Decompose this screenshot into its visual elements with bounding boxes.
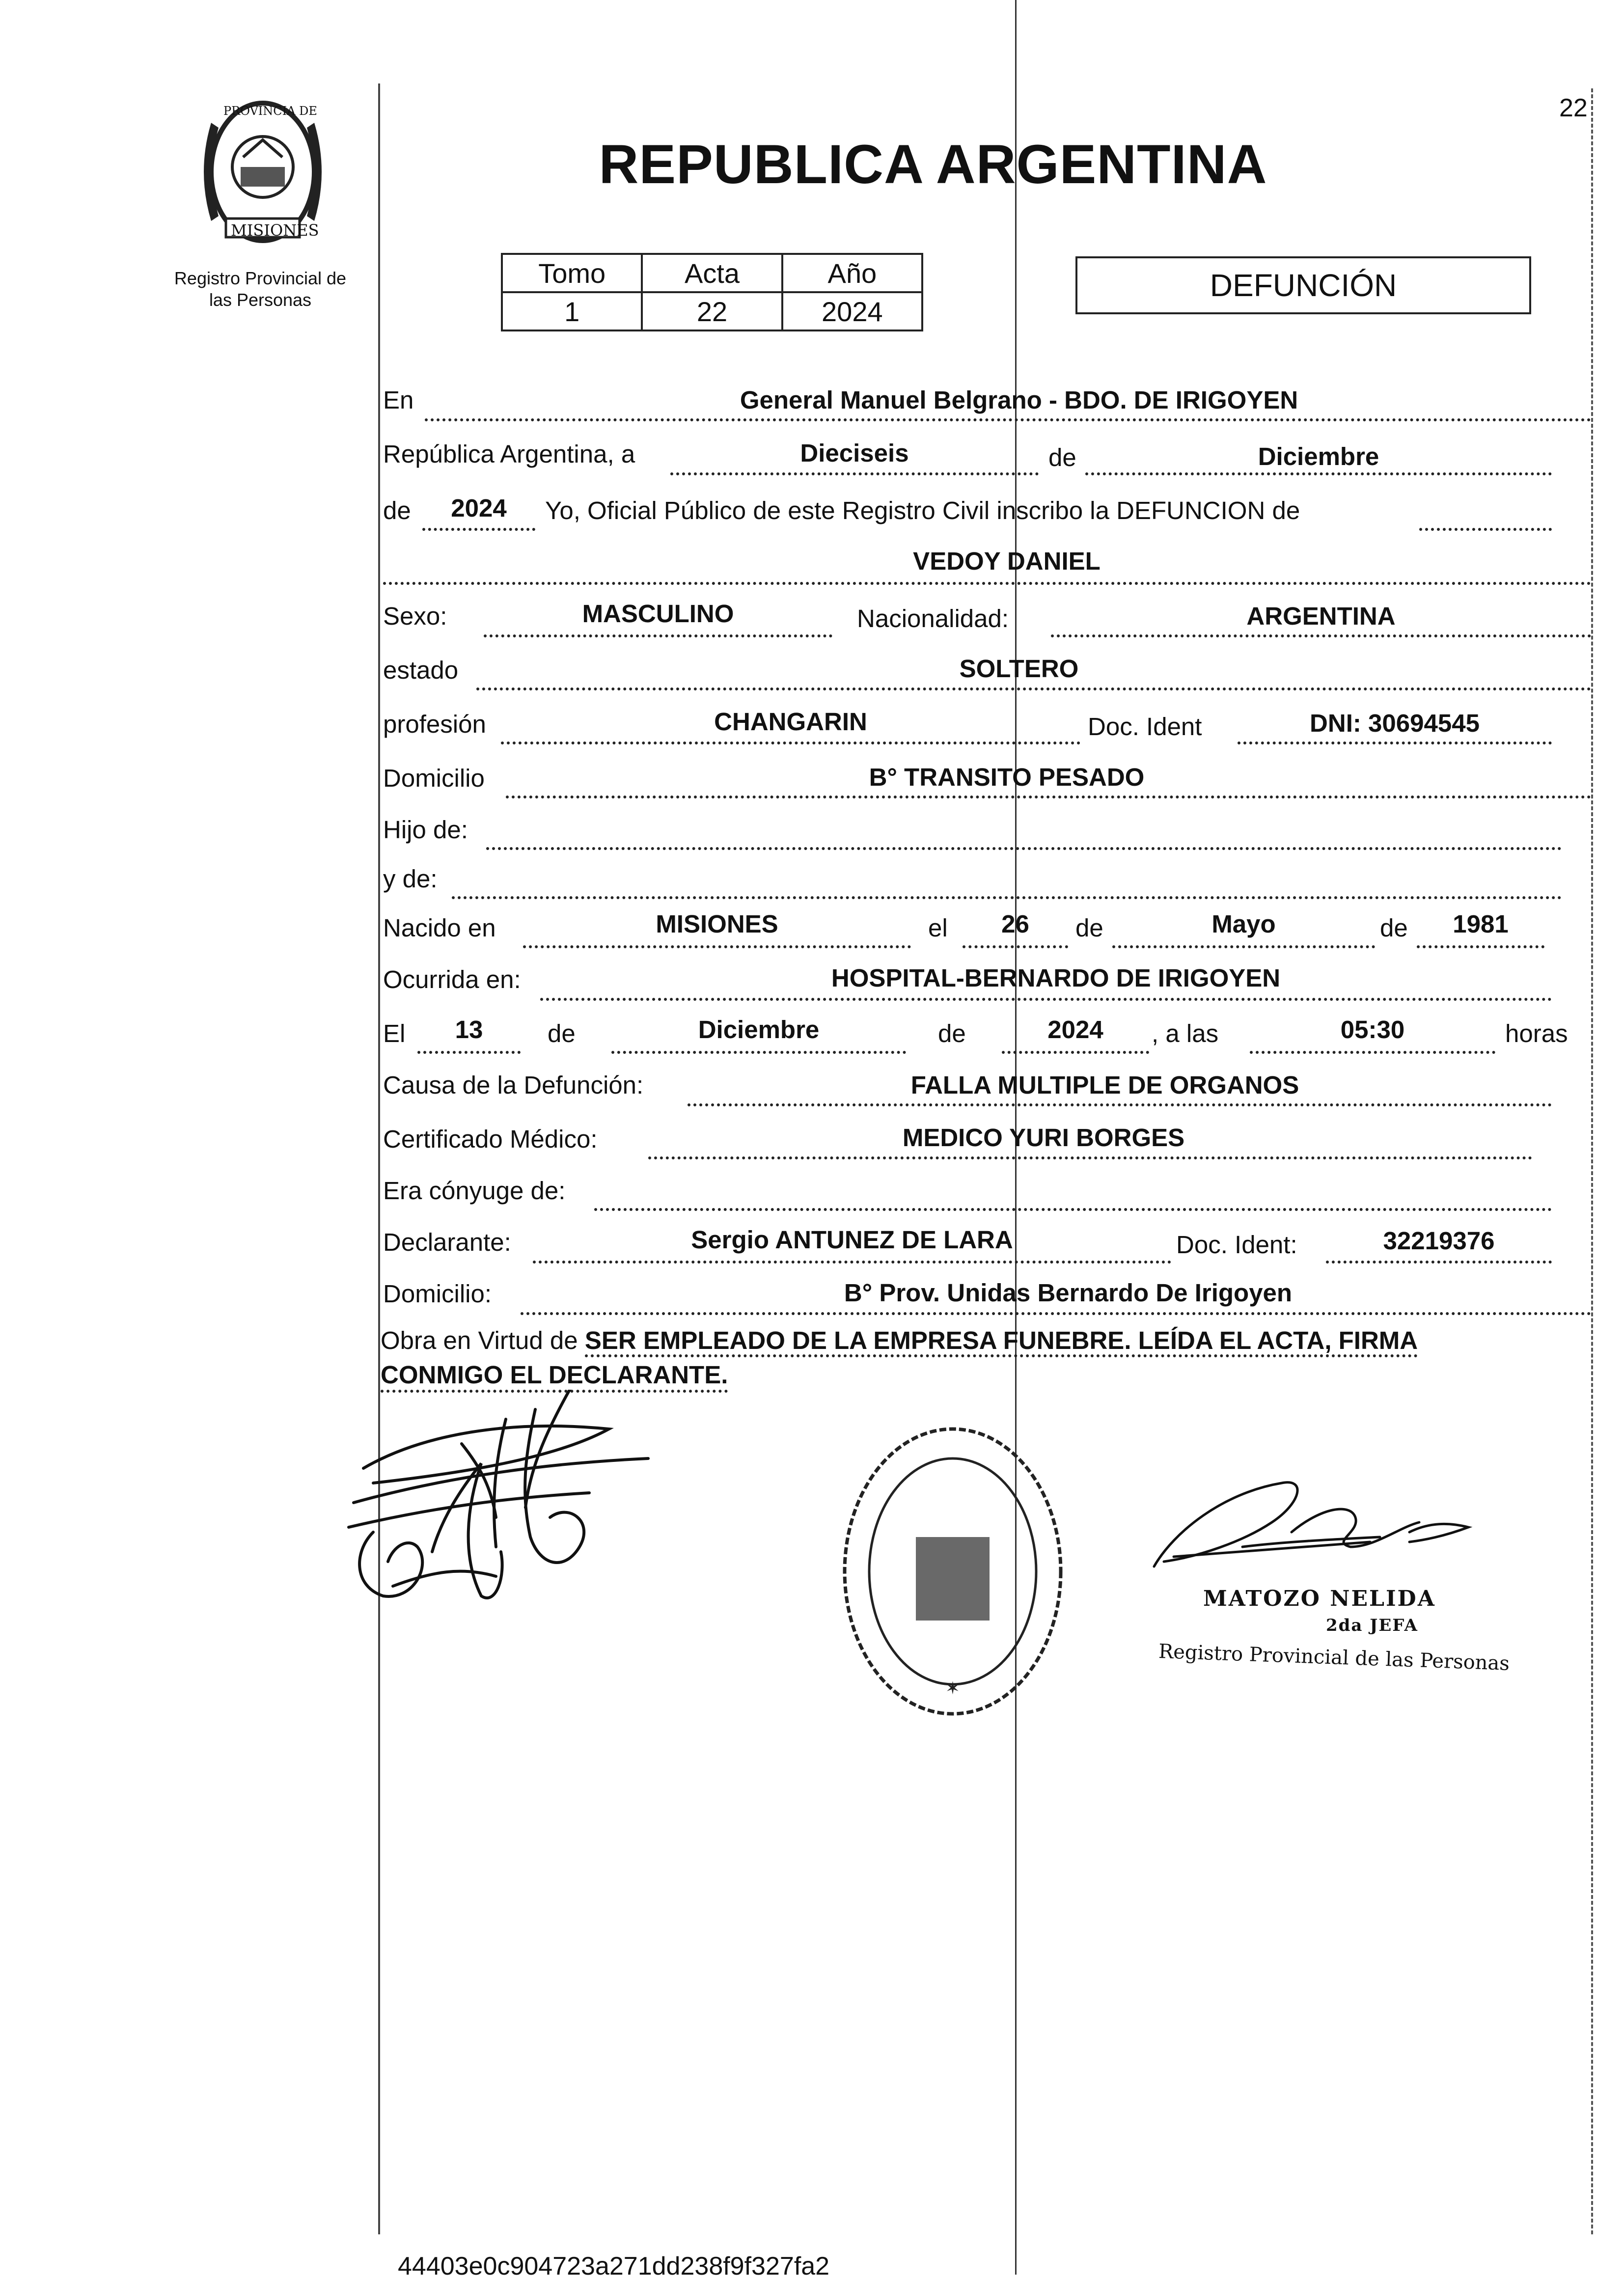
- dotline-dia-inscripcion: [670, 472, 1039, 475]
- record-type-box: DEFUNCIÓN: [1075, 256, 1531, 314]
- dotline-nacido-mes: [1112, 945, 1375, 948]
- stamp-role: 2da JEFA: [1326, 1616, 1418, 1635]
- field-documento: DNI: 30694545: [1310, 709, 1480, 737]
- label-causa: Causa de la Defunción:: [383, 1071, 644, 1099]
- dotline-profesion: [501, 742, 1080, 744]
- dotline-nacido-en: [523, 945, 911, 948]
- record-table-header: [502, 254, 922, 292]
- label-y-de: y de:: [383, 865, 438, 893]
- stamp-org: Registro Provincial de las Personas: [1158, 1640, 1510, 1675]
- label-yo-oficial: Yo, Oficial Público de este Registro Civil inscribo la DEFUNCION de: [545, 496, 1300, 524]
- field-obra-line1: SER EMPLEADO DE LA EMPRESA FUNEBRE. LEÍDA EL ACTA, FIRMA: [585, 1326, 1418, 1357]
- dotline-y-de: [452, 896, 1562, 899]
- field-domicilio: B° TRANSITO PESADO: [869, 763, 1145, 791]
- dotline-anio-inscripcion: [422, 528, 535, 531]
- field-anio-inscripcion: 2024: [451, 494, 507, 522]
- record-header-tomo: Tomo: [502, 254, 642, 292]
- label-profesion: profesión: [383, 710, 486, 738]
- registry-caption-line1: Registro Provincial de: [174, 268, 347, 288]
- label-nacido-en: Nacido en: [383, 914, 496, 942]
- field-profesion: CHANGARIN: [714, 708, 867, 736]
- field-nacido-en: MISIONES: [656, 910, 778, 938]
- record-header-acta: Acta: [642, 254, 782, 292]
- field-sexo: MASCULINO: [582, 600, 734, 628]
- label-estado: estado: [383, 656, 459, 684]
- dotline-declarante-doc: [1326, 1261, 1552, 1264]
- label-hijo-de: Hijo de:: [383, 816, 468, 844]
- record-value-acta: 22: [642, 292, 782, 330]
- field-nacionalidad: ARGENTINA: [1246, 602, 1396, 630]
- label-de-2: de: [383, 496, 411, 524]
- field-declarante: Sergio ANTUNEZ DE LARA: [691, 1226, 1013, 1254]
- label-conyuge: Era cónyuge de:: [383, 1177, 566, 1205]
- dotline-hijo-de: [486, 847, 1562, 850]
- field-dia-inscripcion: Dieciseis: [800, 439, 909, 467]
- field-nacido-anio: 1981: [1453, 910, 1509, 938]
- field-ocurrida-en: HOSPITAL-BERNARDO DE IRIGOYEN: [831, 964, 1281, 992]
- dotline-causa: [688, 1103, 1552, 1106]
- label-declarante: Declarante:: [383, 1228, 511, 1256]
- field-obra-line2: CONMIGO EL DECLARANTE.: [381, 1360, 728, 1393]
- dotline-ocurrida-en: [540, 998, 1552, 1001]
- field-nombre: VEDOY DANIEL: [913, 547, 1101, 575]
- label-nacionalidad: Nacionalidad:: [857, 605, 1009, 632]
- field-declarante-domicilio: B° Prov. Unidas Bernardo De Irigoyen: [844, 1279, 1293, 1307]
- label-a-las: , a las: [1152, 1019, 1219, 1047]
- label-ocurrida-en: Ocurrida en:: [383, 965, 521, 993]
- registrar-signature: [1144, 1473, 1488, 1591]
- record-value-tomo: 1: [502, 292, 642, 330]
- record-table: [501, 253, 923, 331]
- dotline-conyuge: [594, 1208, 1552, 1211]
- field-fallecimiento-anio: 2024: [1047, 1016, 1103, 1044]
- registry-caption-line2: las Personas: [209, 290, 312, 310]
- dotline-domicilio: [506, 796, 1591, 798]
- dotline-lugar: [425, 418, 1591, 421]
- dotline-nombre: [383, 582, 1591, 585]
- stamp-name: MATOZO NELIDA: [1203, 1586, 1436, 1611]
- field-mes-inscripcion: Diciembre: [1258, 442, 1379, 470]
- document-hash: 44403e0c904723a271dd238f9f327fa2: [398, 2252, 830, 2281]
- record-table-values: [502, 292, 922, 330]
- label-de-5: de: [548, 1019, 576, 1047]
- label-de-3: de: [1075, 914, 1103, 942]
- label-doc-ident-2: Doc. Ident:: [1176, 1231, 1297, 1259]
- document-title: REPUBLICA ARGENTINA: [599, 134, 1267, 195]
- dotline-nacido-anio: [1417, 945, 1544, 948]
- label-horas: horas: [1505, 1019, 1568, 1047]
- label-domicilio-2: Domicilio:: [383, 1280, 492, 1308]
- svg-text:✶: ✶: [945, 1678, 961, 1699]
- right-margin-line: [1591, 88, 1593, 2234]
- official-stamp: [830, 1419, 1075, 1724]
- label-republica: República Argentina, a: [383, 440, 635, 468]
- label-de-6: de: [938, 1019, 966, 1047]
- label-el-cap: El: [383, 1019, 406, 1047]
- record-value-anio: 2024: [782, 292, 922, 330]
- dotline-declarante: [533, 1261, 1171, 1264]
- label-el: el: [928, 914, 948, 942]
- dotline-fallecimiento-dia: [417, 1051, 521, 1054]
- dotline-nacido-dia: [963, 945, 1068, 948]
- dotline-hora: [1250, 1051, 1495, 1054]
- dotline-documento: [1238, 742, 1552, 744]
- seal-text-bottom: MISIONES: [231, 221, 319, 240]
- label-de-4: de: [1380, 914, 1408, 942]
- page-number: 22: [1559, 94, 1588, 122]
- label-domicilio: Domicilio: [383, 764, 485, 792]
- dotline-nacionalidad: [1051, 634, 1591, 637]
- dotline-estado: [476, 687, 1591, 690]
- field-nacido-dia: 26: [1001, 910, 1029, 938]
- field-estado: SOLTERO: [959, 655, 1079, 683]
- field-fallecimiento-mes: Diciembre: [698, 1016, 820, 1044]
- label-doc-ident: Doc. Ident: [1088, 713, 1202, 741]
- dotline-certificado: [648, 1156, 1532, 1159]
- field-lugar: General Manuel Belgrano - BDO. DE IRIGOYEN: [740, 386, 1298, 414]
- field-certificado: MEDICO YURI BORGES: [902, 1124, 1185, 1152]
- dotline-fallecimiento-anio: [1002, 1051, 1149, 1054]
- dotline-sexo-value: [484, 634, 832, 637]
- field-declarante-doc: 32219376: [1383, 1227, 1495, 1255]
- label-sexo: Sexo:: [383, 602, 447, 630]
- dotline-declarante-domicilio: [521, 1312, 1591, 1315]
- label-obra-en-virtud: Obra en Virtud de: [381, 1326, 578, 1354]
- field-causa: FALLA MULTIPLE DE ORGANOS: [910, 1071, 1299, 1099]
- dotline-yo-oficial: [1419, 528, 1552, 531]
- registry-caption: [147, 268, 373, 311]
- field-nacido-mes: Mayo: [1211, 910, 1276, 938]
- record-header-anio: Año: [782, 254, 922, 292]
- label-de-1: de: [1048, 443, 1076, 471]
- declarant-signature: [334, 1390, 678, 1635]
- seal-text-top: PROVINCIA DE: [223, 104, 317, 118]
- label-en: En: [383, 386, 414, 414]
- dotline-mes-inscripcion: [1085, 472, 1552, 475]
- field-hora: 05:30: [1340, 1016, 1405, 1044]
- left-margin-line: [378, 83, 380, 2234]
- label-certificado: Certificado Médico:: [383, 1125, 598, 1153]
- field-fallecimiento-dia: 13: [455, 1016, 483, 1044]
- obra-line1: [381, 1326, 1418, 1355]
- dotline-fallecimiento-mes: [611, 1051, 906, 1054]
